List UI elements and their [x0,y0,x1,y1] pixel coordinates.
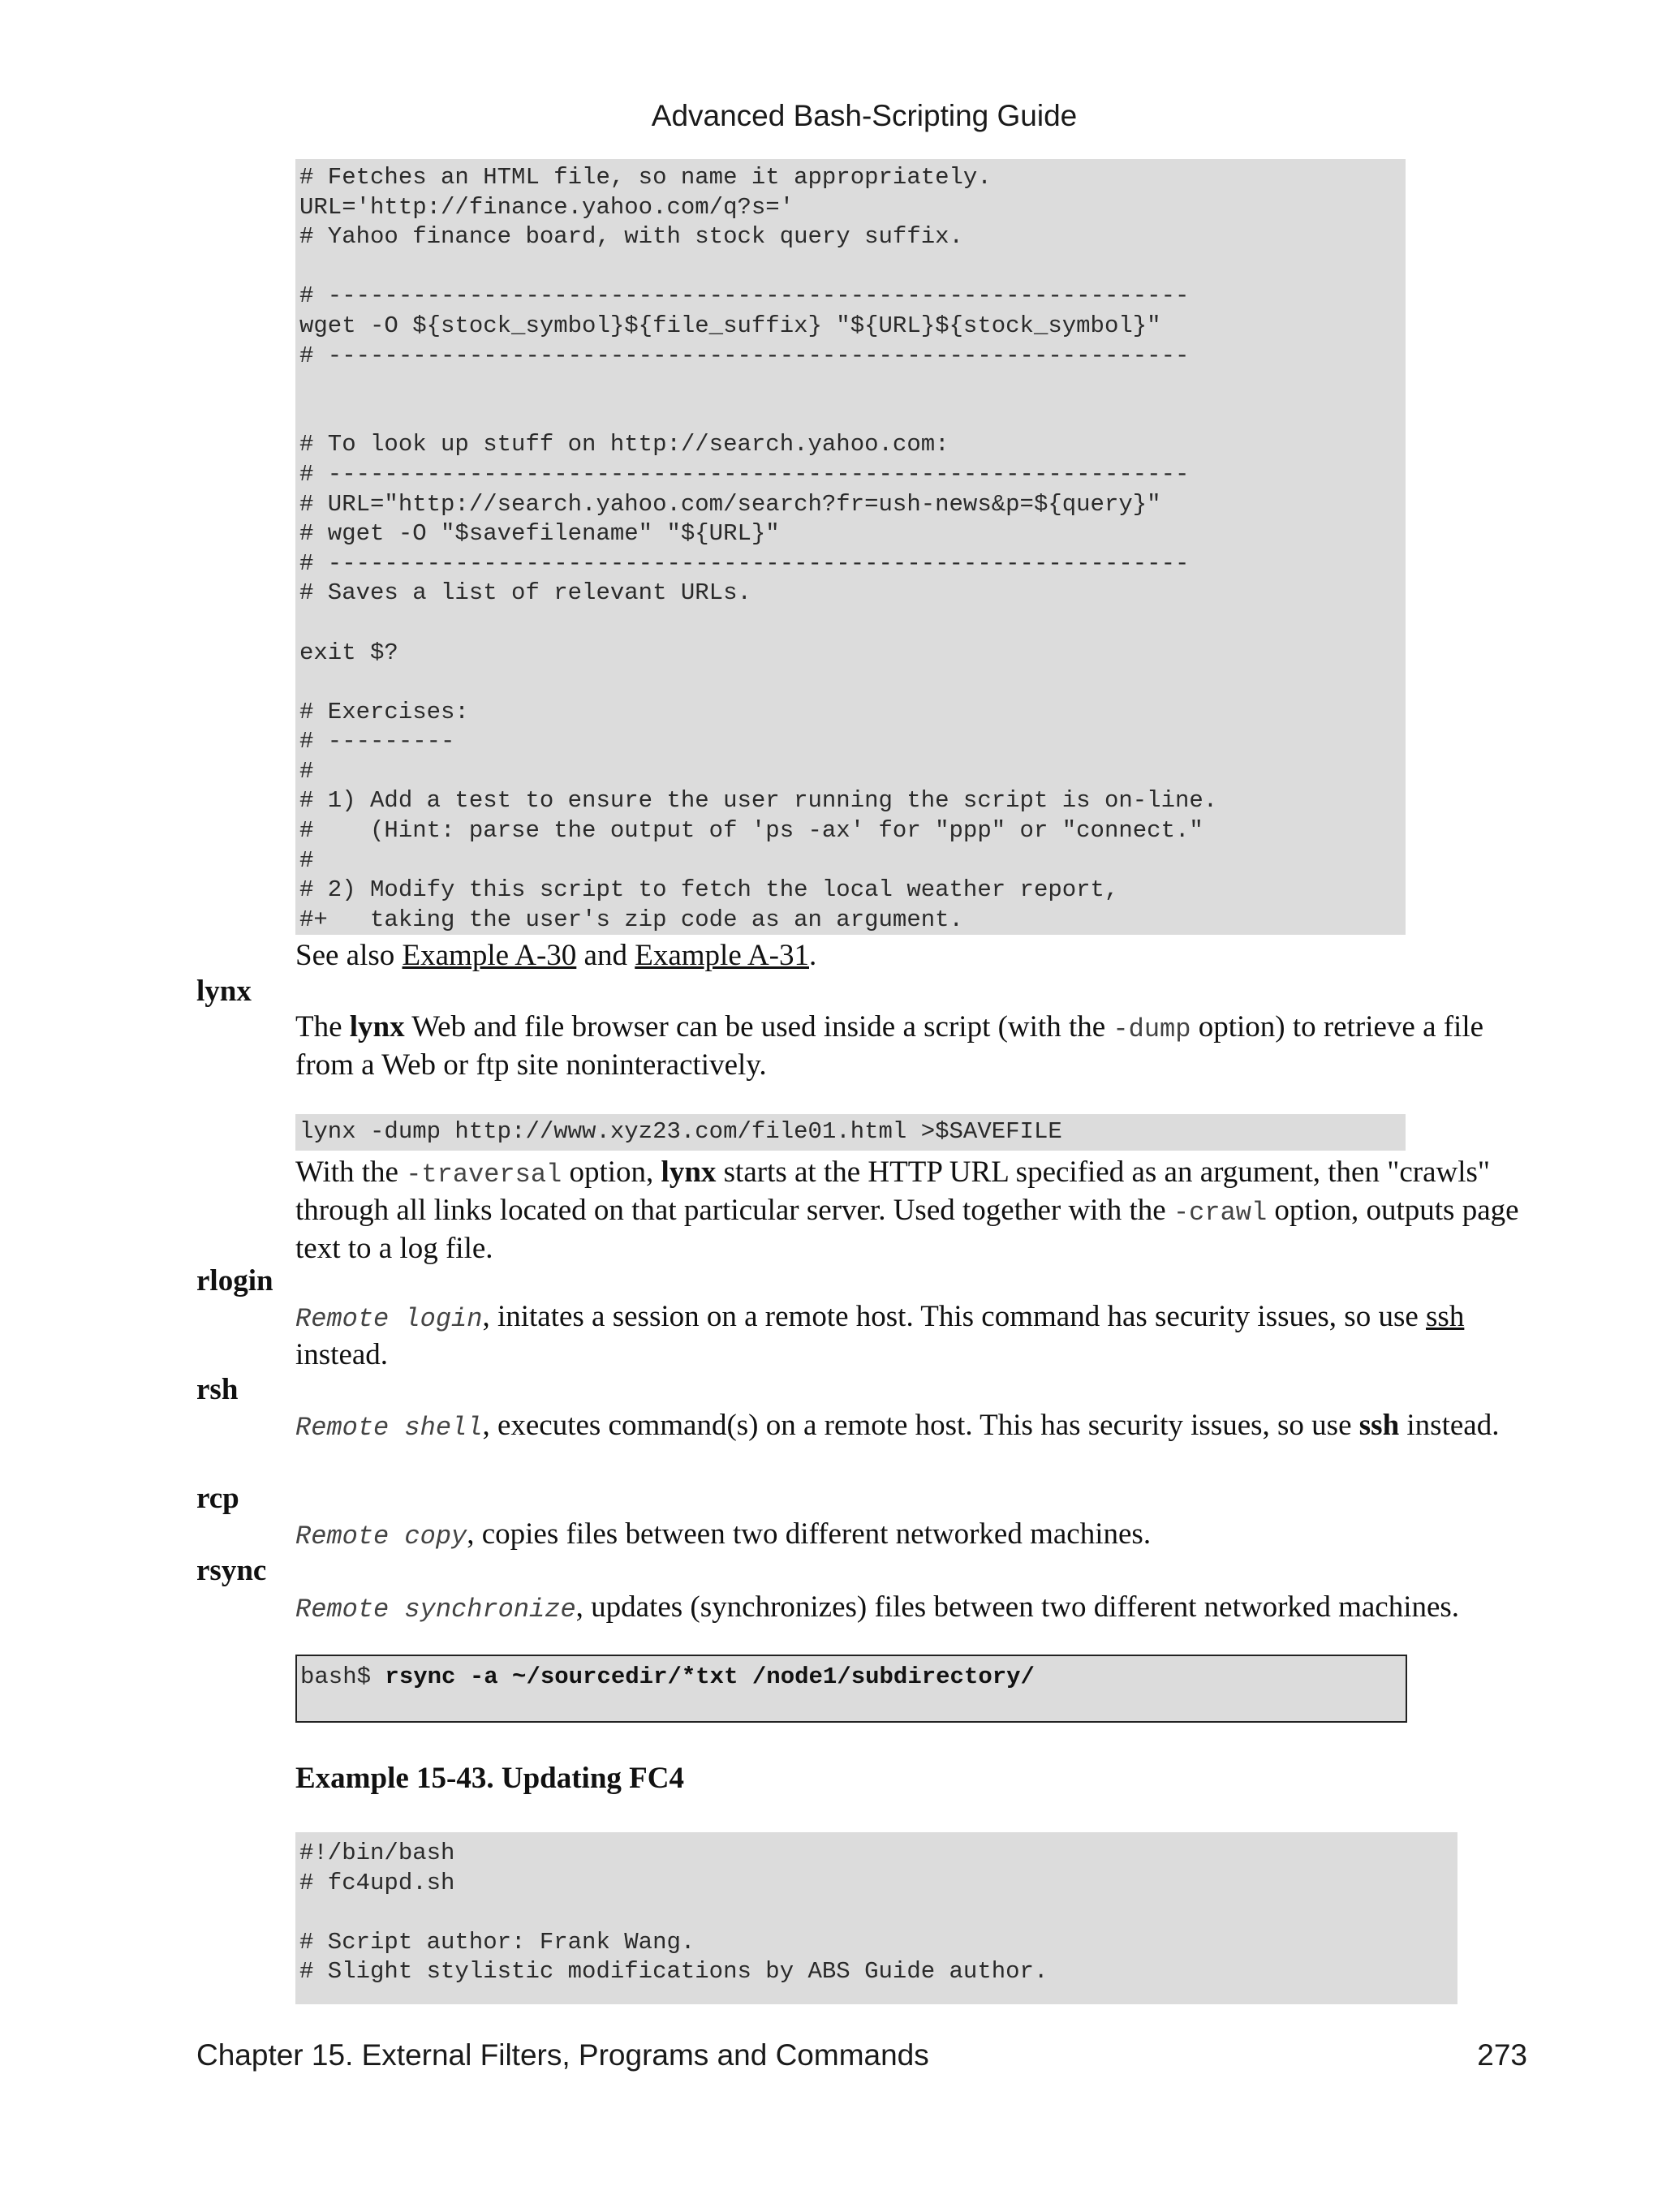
rcp-text: , copies files between two different networked machines. [467,1517,1152,1551]
lynx-traversal-description [295,1155,1529,1267]
see-also-prefix: See also [295,939,403,972]
traversal-option: -traversal [406,1160,562,1190]
rsync-italic: Remote synchronize [295,1594,576,1625]
rsync-text: , updates (synchronizes) files between two different networked machines. [575,1590,1460,1624]
link-example-a30[interactable]: Example A-30 [402,939,577,972]
footer-chapter: Chapter 15. External Filters, Programs and Commands [196,2038,929,2072]
lynx-desc-c: option) to retrieve a file from a Web or ftp site noninteractively. [295,1010,1484,1082]
term-rlogin: rlogin [196,1264,273,1298]
term-rsync: rsync [196,1554,267,1587]
traversal-desc-b: option, [562,1155,661,1189]
footer-page-number: 273 [1477,2038,1527,2072]
term-rsh: rsh [196,1373,239,1406]
rsh-ssh-bold: ssh [1358,1409,1400,1442]
traversal-desc-c: starts at the HTTP URL specified as an argument, then "crawls" through all links located on that particular server. Used together with the [295,1155,1490,1227]
code-block-yahoo-script: # Fetches an HTML file, so name it appropriately. URL='http://finance.yahoo.com/q?s=' # Yahoo finance board, with stock query suffix. # ------------------------------------------------------------- wget -O ${stock_symbol}${file_suffix} "${URL}${stock_symbol}" # ------------------------------------------------------------- # To look up stuff on http://search.yahoo.com: # ------------------------------------------------------------- # URL="http://search.yahoo.com/search?fr=ush-news&p=${query}" # wget -O "$savefilename" "${URL}" # ------------------------------------------------------------- # Saves a list of relevant URLs. exit $? # Exercises: # --------- # # 1) Add a test to ensure the user running the script is on-line. # (Hint: parse the output of 'ps -ax' for "ppp" or "connect." # # 2) Modify this script to fetch the local weather report, #+ taking the user's zip code as an argument. [295,159,1406,935]
see-also-middle: and [576,939,635,972]
lynx-desc-b: Web and file browser can be used inside a script (with the [404,1010,1113,1044]
page-header: Advanced Bash-Scripting Guide [651,99,1078,132]
rsh-italic: Remote shell [295,1413,483,1443]
term-lynx: lynx [196,975,252,1008]
rlogin-text-b: instead. [295,1338,389,1371]
link-example-a31[interactable]: Example A-31 [635,939,809,972]
rcp-description [295,1517,1529,1555]
term-rcp: rcp [196,1482,239,1515]
see-also-line [295,938,1529,974]
lynx-bold-2: lynx [661,1155,717,1189]
rlogin-text-a: , initates a session on a remote host. This command has security issues, so use [482,1300,1427,1333]
shell-prompt: bash$ [300,1663,385,1690]
code-block-rsync [295,1655,1407,1723]
rsh-text-a: , executes command(s) on a remote host. This has security issues, so use [482,1409,1359,1442]
traversal-desc-d: option, outputs page text to a log file. [295,1194,1519,1265]
dump-option: -dump [1113,1014,1191,1044]
rcp-italic: Remote copy [295,1521,467,1551]
see-also-suffix: . [809,939,817,972]
rsync-command: rsync -a ~/sourcedir/*txt /node1/subdirectory/ [385,1663,1035,1690]
lynx-desc-a: The [295,1010,350,1044]
lynx-bold: lynx [349,1010,405,1044]
link-ssh[interactable]: ssh [1426,1300,1465,1333]
rlogin-italic: Remote login [295,1304,483,1334]
code-block-lynx-example: lynx -dump http://www.xyz23.com/file01.html >$SAVEFILE [295,1114,1406,1151]
rsync-description [295,1590,1529,1628]
crawl-option: -crawl [1173,1198,1268,1228]
rsh-text-b: instead. [1399,1409,1500,1442]
example-title: Example 15-43. Updating FC4 [295,1762,684,1795]
rlogin-description [295,1299,1529,1373]
lynx-description [295,1009,1529,1083]
traversal-desc-a: With the [295,1155,407,1189]
code-block-fc4-script: #!/bin/bash # fc4upd.sh # Script author: Frank Wang. # Slight stylistic modifications by ABS Guide author. [295,1832,1457,2004]
rsh-description [295,1408,1529,1446]
